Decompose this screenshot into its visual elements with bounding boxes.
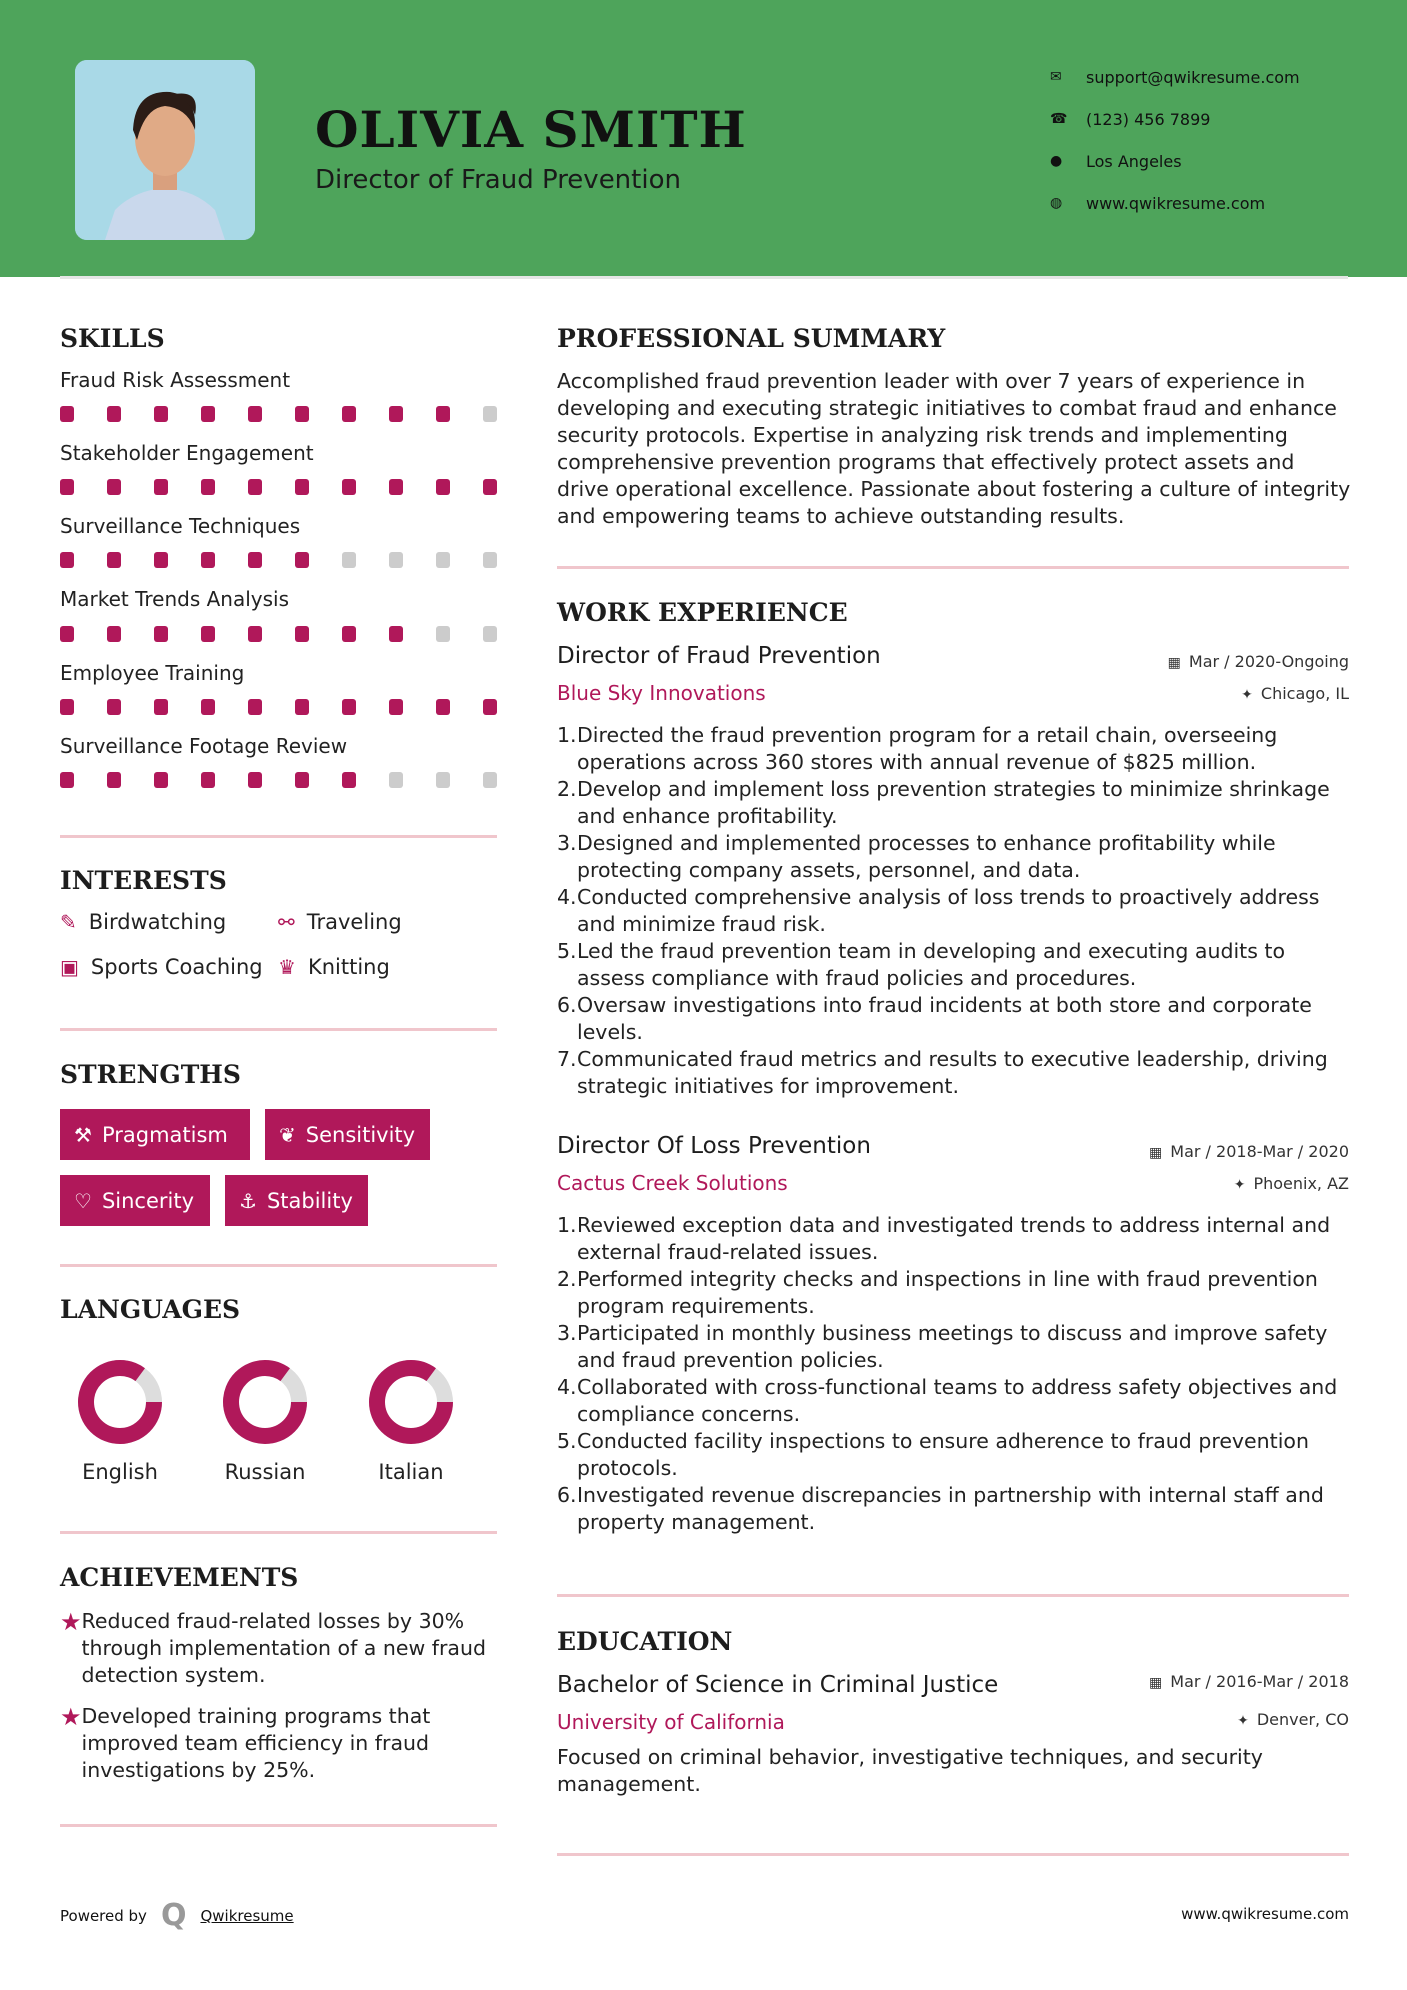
rating-dot-filled — [201, 406, 215, 422]
bullet-text: Develop and implement loss prevention strategies to minimize shrinkage and enhance profitability. — [577, 777, 1330, 828]
rating-dot-filled — [60, 626, 74, 642]
globe-icon: ◍ — [1050, 195, 1063, 211]
contact-email[interactable] — [1050, 56, 1300, 98]
education-heading: EDUCATION — [557, 1627, 733, 1656]
summary-heading: PROFESSIONAL SUMMARY — [557, 324, 946, 353]
bullet-text: Designed and implemented processes to enhance profitability while protecting company assets, personnel, and data. — [577, 831, 1276, 882]
interest-label: Birdwatching — [88, 910, 227, 934]
job-dates-text: Mar / 2020-Ongoing — [1188, 652, 1349, 671]
mail-icon: ✉ — [1050, 69, 1062, 85]
bullet-text: Oversaw investigations into fraud incidents at both store and corporate levels. — [577, 993, 1312, 1044]
rating-dot-filled — [295, 626, 309, 642]
header-divider — [60, 276, 1348, 279]
rating-dot-filled — [295, 552, 309, 568]
contact-location-text: Los Angeles — [1086, 151, 1182, 171]
job-bullet — [557, 1046, 1357, 1100]
job-bullets — [557, 722, 1357, 1100]
pushpin-icon: ✦ — [1233, 1177, 1246, 1193]
contact-website-text: www.qwikresume.com — [1086, 193, 1266, 213]
skill-rating — [60, 406, 530, 422]
bullet-number: 3. — [557, 1321, 577, 1345]
rating-dot-empty — [389, 552, 403, 568]
bullet-number: 2. — [557, 1267, 577, 1291]
bullet-text: Reviewed exception data and investigated trends to address internal and external fraud-related issues. — [577, 1213, 1331, 1264]
calendar-icon: ▦ — [1167, 655, 1181, 671]
skill-rating — [60, 626, 530, 642]
rating-dot-filled — [60, 772, 74, 788]
rating-dot-empty — [483, 552, 497, 568]
language-ring — [341, 1355, 481, 1459]
language-label: Italian — [378, 1460, 444, 1484]
contact-phone[interactable] — [1050, 98, 1300, 140]
rating-dot-filled — [389, 406, 403, 422]
summary-text: Accomplished fraud prevention leader with over 7 years of experience in developing and executing strategic initiatives to combat fraud and enhance security protocols. Expertise in analyzing risk trends and implementing comprehensive prevention programs that effectively protect assets and drive operational excellence. Passionate about fostering a culture of integrity and empowering teams to achieve outstanding results. — [557, 369, 1351, 528]
qwikresume-logo-icon: Q — [160, 1898, 187, 1933]
job-bullets — [557, 1212, 1357, 1536]
achievement-item — [60, 1703, 500, 1784]
bullet-text: Performed integrity checks and inspections in line with fraud prevention program requirements. — [577, 1267, 1318, 1318]
star-icon: ★ — [60, 1703, 82, 1731]
job-bullet — [557, 1212, 1357, 1266]
job-location — [1241, 684, 1349, 703]
strength-label: Sensitivity — [305, 1122, 416, 1147]
rating-dot-filled — [201, 479, 215, 495]
education-dates-text: Mar / 2016-Mar / 2018 — [1170, 1672, 1349, 1691]
rating-dot-filled — [295, 479, 309, 495]
interest-item — [60, 955, 263, 979]
achievement-item — [60, 1608, 500, 1689]
skill-label: Stakeholder Engagement — [60, 441, 314, 465]
strength-label: Stability — [266, 1188, 353, 1213]
job-bullet — [557, 722, 1357, 776]
bullet-text: Conducted facility inspections to ensure adherence to fraud prevention protocols. — [577, 1429, 1309, 1480]
contact-phone-text: (123) 456 7899 — [1086, 109, 1211, 129]
strength-label: Sincerity — [101, 1188, 195, 1213]
rating-dot-filled — [342, 772, 356, 788]
rating-dot-filled — [295, 406, 309, 422]
skill-label: Surveillance Footage Review — [60, 734, 348, 758]
languages-heading: LANGUAGES — [60, 1295, 241, 1324]
rating-dot-empty — [483, 626, 497, 642]
rating-dot-filled — [389, 626, 403, 642]
header-banner — [0, 0, 1407, 277]
rating-dot-filled — [60, 479, 74, 495]
rating-dot-filled — [248, 626, 262, 642]
phone-icon: ☎ — [1050, 111, 1068, 127]
rating-dot-filled — [60, 406, 74, 422]
bullet-text: Led the fraud prevention team in developing and executing audits to assess compliance with fraud policies and procedures. — [577, 939, 1286, 990]
section-divider — [60, 1264, 497, 1267]
rating-dot-filled — [201, 699, 215, 715]
rating-dot-filled — [154, 552, 168, 568]
profile-photo — [75, 60, 255, 240]
achievements-heading: ACHIEVEMENTS — [60, 1563, 299, 1592]
calendar-icon: ▦ — [1149, 1145, 1163, 1161]
edit-icon: ✎ — [60, 910, 77, 934]
job-bullet — [557, 1374, 1357, 1428]
job-dates-text: Mar / 2018-Mar / 2020 — [1170, 1142, 1349, 1161]
rating-dot-filled — [483, 479, 497, 495]
rating-dot-filled — [154, 772, 168, 788]
job-title: Director Of Loss Prevention — [557, 1133, 871, 1159]
strength-tag — [265, 1109, 430, 1160]
interest-item — [278, 910, 402, 934]
rating-dot-filled — [107, 772, 121, 788]
section-divider — [60, 835, 497, 838]
rating-dot-empty — [483, 772, 497, 788]
job-location — [1234, 1174, 1349, 1193]
pushpin-icon: ✦ — [1237, 1713, 1249, 1729]
skill-rating — [60, 699, 530, 715]
rating-dot-filled — [107, 406, 121, 422]
education-location — [1237, 1710, 1349, 1729]
rating-dot-filled — [154, 406, 168, 422]
binoculars-icon: ⚯ — [278, 910, 295, 934]
strength-tag — [60, 1109, 250, 1160]
skill-label: Fraud Risk Assessment — [60, 368, 291, 392]
rating-dot-filled — [60, 699, 74, 715]
job-title: Director of Fraud Prevention — [557, 643, 881, 669]
leaf-icon: ❦ — [279, 1122, 296, 1147]
location-pin-icon: ● — [1050, 153, 1063, 169]
education-location-text: Denver, CO — [1256, 1710, 1349, 1729]
bullet-text: Conducted comprehensive analysis of loss trends to proactively address and minimize fraud risk. — [577, 885, 1320, 936]
education-description: Focused on criminal behavior, investigative techniques, and security management. — [557, 1745, 1263, 1796]
rating-dot-filled — [389, 699, 403, 715]
briefcase-icon: ▣ — [60, 955, 79, 979]
section-divider — [60, 1824, 497, 1827]
interest-label: Knitting — [307, 955, 390, 979]
job-bullet — [557, 1266, 1357, 1320]
job-bullet — [557, 1482, 1357, 1536]
section-divider — [557, 1594, 1349, 1597]
bullet-number: 4. — [557, 885, 577, 909]
rating-dot-empty — [389, 772, 403, 788]
job-bullet — [557, 776, 1357, 830]
rating-dot-filled — [201, 772, 215, 788]
bullet-number: 5. — [557, 939, 577, 963]
bullet-number: 5. — [557, 1429, 577, 1453]
achievement-text: Developed training programs that improved team efficiency in fraud investigations by 25%. — [81, 1704, 431, 1782]
interest-label: Sports Coaching — [90, 955, 263, 979]
star-icon: ★ — [60, 1608, 82, 1636]
degree-title: Bachelor of Science in Criminal Justice — [557, 1672, 999, 1698]
skill-label: Market Trends Analysis — [60, 587, 290, 611]
contact-website[interactable] — [1050, 182, 1300, 224]
bullet-number: 6. — [557, 993, 577, 1017]
rating-dot-filled — [201, 552, 215, 568]
rating-dot-filled — [248, 772, 262, 788]
skill-rating — [60, 552, 530, 568]
interest-item — [60, 910, 226, 934]
bullet-number: 1. — [557, 1213, 577, 1237]
job-company: Cactus Creek Solutions — [557, 1171, 788, 1195]
job-location-text: Chicago, IL — [1260, 684, 1349, 703]
rating-dot-filled — [107, 552, 121, 568]
contact-location — [1050, 140, 1300, 182]
bullet-number: 3. — [557, 831, 577, 855]
bullet-text: Directed the fraud prevention program for a retail chain, overseeing operations across 360 stores with annual revenue of $825 million. — [577, 723, 1278, 774]
rating-dot-filled — [342, 699, 356, 715]
section-divider — [60, 1028, 497, 1031]
footer-url[interactable]: www.qwikresume.com — [1181, 1905, 1349, 1923]
job-company: Blue Sky Innovations — [557, 681, 766, 705]
rating-dot-filled — [154, 699, 168, 715]
job-bullet — [557, 1320, 1357, 1374]
bullet-number: 6. — [557, 1483, 577, 1507]
bullet-number: 1. — [557, 723, 577, 747]
job-bullet — [557, 884, 1357, 938]
strengths-heading: STRENGTHS — [60, 1060, 241, 1089]
gavel-icon: ⚒ — [74, 1122, 92, 1147]
footer-powered-by — [60, 1898, 294, 1933]
language-ring — [195, 1355, 335, 1459]
contact-email-text: support@qwikresume.com — [1086, 67, 1300, 87]
education-dates — [1149, 1672, 1349, 1691]
rating-dot-filled — [201, 626, 215, 642]
brand-link[interactable]: Qwikresume — [200, 1906, 294, 1925]
strength-tag — [60, 1175, 210, 1226]
rating-dot-filled — [483, 699, 497, 715]
language-label: Russian — [224, 1460, 306, 1484]
contact-list — [1050, 56, 1300, 224]
rating-dot-filled — [107, 479, 121, 495]
rating-dot-filled — [248, 699, 262, 715]
trophy-icon: ♛ — [278, 955, 296, 979]
rating-dot-filled — [248, 552, 262, 568]
skill-rating — [60, 772, 530, 788]
strength-label: Pragmatism — [101, 1122, 228, 1147]
rating-dot-filled — [154, 626, 168, 642]
rating-dot-filled — [154, 479, 168, 495]
skill-label: Surveillance Techniques — [60, 514, 301, 538]
skills-heading: SKILLS — [60, 324, 165, 353]
candidate-title: Director of Fraud Prevention — [315, 165, 681, 195]
rating-dot-filled — [436, 406, 450, 422]
rating-dot-filled — [342, 479, 356, 495]
section-divider — [557, 1853, 1349, 1856]
language-ring — [50, 1355, 190, 1459]
bullet-number: 2. — [557, 777, 577, 801]
bullet-number: 7. — [557, 1047, 577, 1071]
job-bullet — [557, 1428, 1357, 1482]
experience-heading: WORK EXPERIENCE — [557, 598, 848, 627]
interest-label: Traveling — [306, 910, 402, 934]
rating-dot-empty — [483, 406, 497, 422]
bullet-text: Investigated revenue discrepancies in partnership with internal staff and property management. — [577, 1483, 1324, 1534]
job-location-text: Phoenix, AZ — [1253, 1174, 1349, 1193]
rating-dot-filled — [342, 626, 356, 642]
rating-dot-filled — [107, 699, 121, 715]
bullet-text: Communicated fraud metrics and results to executive leadership, driving strategic initiatives for improvement. — [577, 1047, 1328, 1098]
job-dates — [1149, 1142, 1349, 1161]
rating-dot-empty — [436, 626, 450, 642]
interests-heading: INTERESTS — [60, 866, 227, 895]
language-label: English — [82, 1460, 158, 1484]
rating-dot-filled — [436, 699, 450, 715]
rating-dot-filled — [389, 479, 403, 495]
achievement-text: Reduced fraud-related losses by 30% through implementation of a new fraud detection system. — [81, 1609, 486, 1687]
job-bullet — [557, 992, 1357, 1046]
job-dates — [1168, 652, 1349, 671]
rating-dot-filled — [295, 772, 309, 788]
interest-item — [278, 955, 390, 979]
rating-dot-filled — [248, 479, 262, 495]
bullet-text: Participated in monthly business meetings to discuss and improve safety and fraud prevention policies. — [577, 1321, 1328, 1372]
pushpin-icon: ✦ — [1241, 687, 1253, 703]
rating-dot-filled — [107, 626, 121, 642]
rating-dot-empty — [436, 552, 450, 568]
rating-dot-filled — [60, 552, 74, 568]
section-divider — [60, 1531, 497, 1534]
bullet-text: Collaborated with cross-functional teams to address safety objectives and compliance concerns. — [577, 1375, 1338, 1426]
rating-dot-filled — [295, 699, 309, 715]
calendar-icon: ▦ — [1149, 1675, 1163, 1691]
job-bullet — [557, 830, 1357, 884]
skill-rating — [60, 479, 530, 495]
rating-dot-empty — [342, 552, 356, 568]
heart-icon: ♡ — [74, 1188, 92, 1213]
section-divider — [557, 566, 1349, 569]
rating-dot-empty — [436, 772, 450, 788]
bullet-number: 4. — [557, 1375, 577, 1399]
school-name: University of California — [557, 1710, 785, 1734]
rating-dot-filled — [436, 479, 450, 495]
rating-dot-filled — [342, 406, 356, 422]
powered-by-text: Powered by — [60, 1906, 147, 1925]
rating-dot-filled — [248, 406, 262, 422]
job-bullet — [557, 938, 1357, 992]
candidate-name: OLIVIA SMITH — [315, 100, 747, 159]
strength-tag — [225, 1175, 368, 1226]
skill-label: Employee Training — [60, 661, 245, 685]
anchor-icon: ⚓ — [239, 1188, 257, 1213]
